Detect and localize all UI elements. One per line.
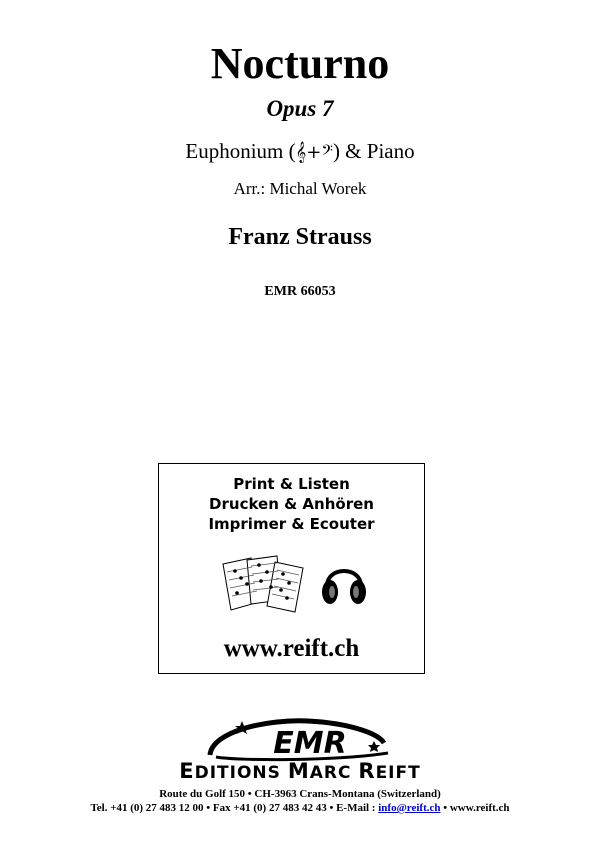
arranger: Arr.: Michal Worek (233, 179, 367, 198)
email-link[interactable]: info@reift.ch (378, 802, 441, 814)
print-listen-box (158, 463, 425, 674)
promo-line-english: Print & Listen (233, 475, 350, 493)
clef-symbols-icon: 𝄞+𝄢 (295, 142, 333, 163)
headphones-icon (319, 556, 369, 608)
promo-website: www.reift.ch (223, 635, 360, 662)
instrumentation (0, 137, 600, 167)
emr-logo-icon (198, 713, 398, 765)
instrumentation-after: ) & Piano (332, 139, 415, 163)
instrumentation-before: Euphonium ( (185, 139, 296, 163)
publisher-name (0, 760, 600, 784)
publisher-name-marc: ARC (309, 763, 359, 783)
publisher-name-editions: DITIONS (194, 763, 288, 783)
promo-line-german: Drucken & Anhören (209, 495, 374, 513)
composer: Franz Strauss (228, 224, 372, 250)
publisher-name-r: R (358, 759, 376, 783)
sheet-music-icon (221, 554, 311, 618)
publisher-name-e: E (179, 759, 195, 783)
publisher-name-m: M (287, 759, 310, 783)
opus-number: Opus 7 (266, 96, 334, 121)
publisher-address: Route du Golf 150 • CH-3963 Crans-Montana (Switzerland) (159, 788, 441, 800)
promo-line-french: Imprimer & Ecouter (208, 515, 375, 533)
catalog-number: EMR 66053 (264, 284, 336, 299)
contact-website: • www.reift.ch (440, 802, 510, 814)
contact-phone-fax: Tel. +41 (0) 27 483 12 00 • Fax +41 (0) 27 483 42 43 • E-Mail : (90, 802, 379, 814)
piece-title: Nocturno (210, 39, 390, 88)
publisher-contact (0, 801, 600, 815)
publisher-name-reift: EIFT (375, 763, 421, 783)
logo-mark: EMR (273, 726, 347, 761)
